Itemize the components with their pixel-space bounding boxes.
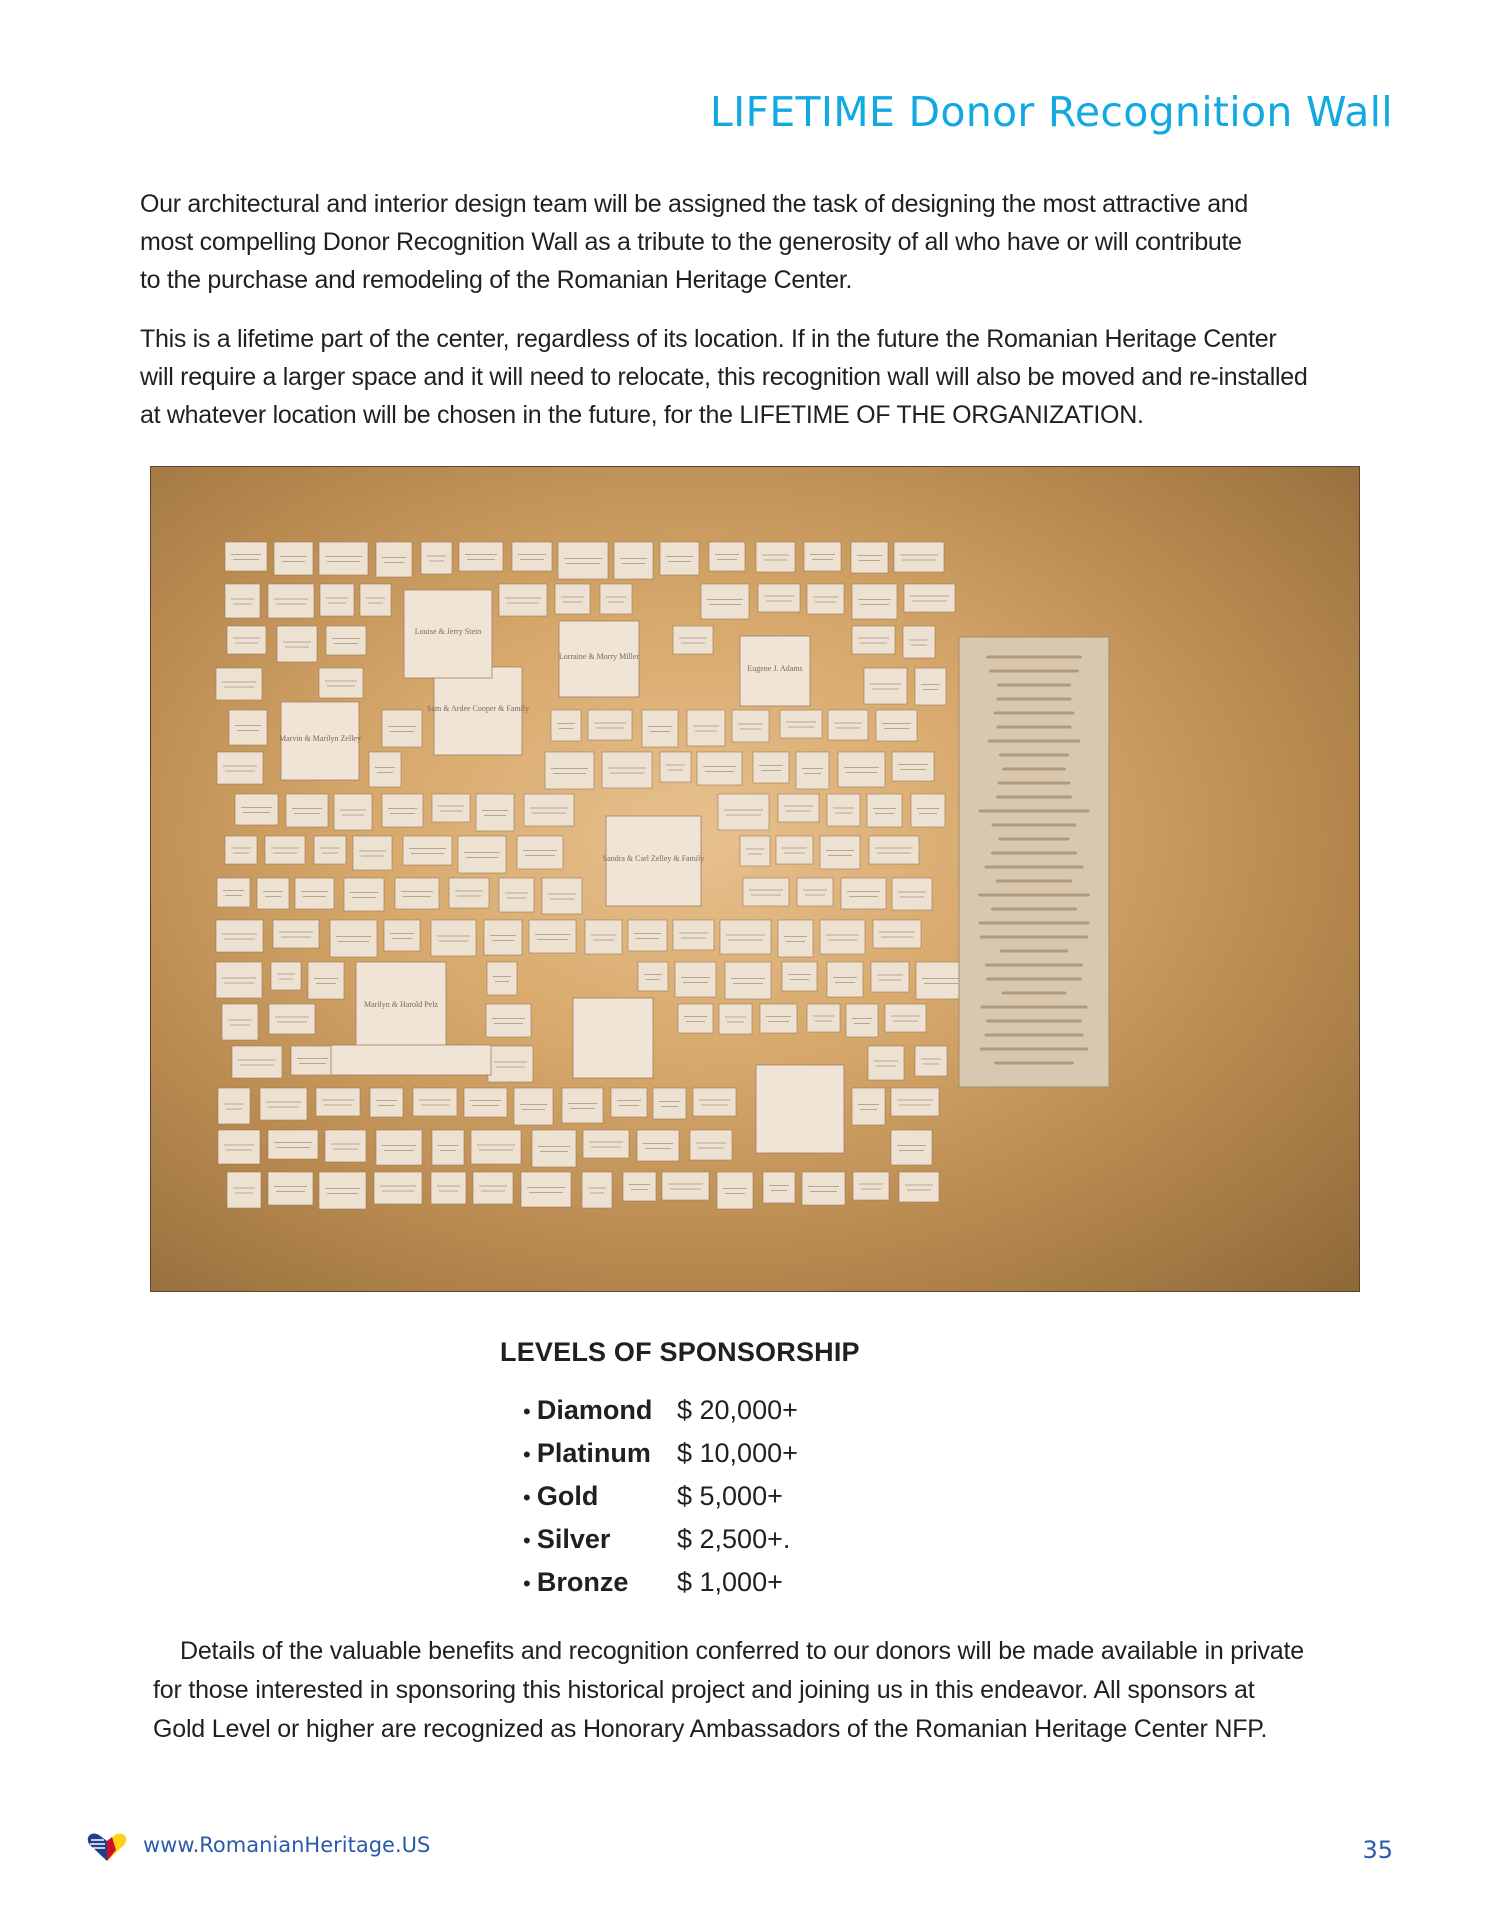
plaque-small <box>740 836 770 866</box>
plaque-small <box>271 962 301 990</box>
plaque-small <box>374 1172 422 1204</box>
plaque-small <box>602 752 652 788</box>
plaque-small <box>804 542 841 571</box>
plaque-small <box>660 542 699 575</box>
plaque-small <box>521 1172 571 1207</box>
plaque-small <box>216 962 262 998</box>
plaque-small <box>291 1046 334 1075</box>
plaque-small <box>308 962 344 999</box>
plaque-small <box>225 836 257 864</box>
plaque-small <box>891 1130 932 1165</box>
plaque-small <box>532 1130 576 1167</box>
plaque-small <box>891 1088 939 1116</box>
plaque-small <box>458 836 506 873</box>
plaque-small <box>265 836 305 864</box>
plaque-small <box>725 962 771 999</box>
plaque-small <box>720 920 771 954</box>
plaque-small <box>851 542 888 573</box>
plaque-small <box>852 1088 885 1125</box>
intro-paragraph <box>140 185 1360 299</box>
plaque-small <box>218 1088 250 1124</box>
intro-line: Our architectural and interior design team will be assigned the task of designing the most attractive and <box>140 190 1249 218</box>
plaque-small <box>319 1172 366 1209</box>
lifetime-line: will require a larger space and it will need to relocate, this recognition wall will also be moved and re-installed <box>140 363 1308 391</box>
plaque-label: Eugene J. Adams <box>747 664 803 673</box>
plaque-small <box>753 752 789 783</box>
plaque-small <box>273 920 319 948</box>
plaque-small <box>717 1172 753 1209</box>
plaque-small <box>235 794 278 825</box>
plaque-small <box>687 710 725 746</box>
plaque-small <box>662 1172 709 1200</box>
plaque-small <box>512 542 552 571</box>
plaque-small <box>558 542 608 579</box>
plaque-small <box>827 962 863 997</box>
lifetime-line: at whatever location will be chosen in the future, for the LIFETIME OF THE ORGANIZATION. <box>140 401 1144 429</box>
heart-flag-logo-icon <box>86 1832 128 1862</box>
plaque-small <box>320 584 354 616</box>
plaque-small <box>697 752 742 785</box>
plaque-small <box>217 752 263 784</box>
plaque-small <box>660 752 691 782</box>
lifetime-paragraph <box>140 320 1360 434</box>
plaque-small <box>583 1130 629 1158</box>
plaque-small <box>555 584 590 614</box>
plaque-small <box>827 794 860 826</box>
details-paragraph <box>153 1632 1304 1749</box>
plaque-small <box>807 584 844 614</box>
plaque-small <box>673 920 714 950</box>
plaque-label: Louise & Jerry Stein <box>414 627 482 636</box>
plaque-small <box>852 626 895 654</box>
plaque-small <box>449 878 489 908</box>
plaque-small <box>334 794 372 830</box>
plaque-small <box>675 962 716 997</box>
plaque-small <box>268 1130 318 1159</box>
plaque-small <box>542 878 582 914</box>
plaque-small <box>384 920 420 951</box>
plaque-small <box>797 878 833 906</box>
plaque-label: Sandra & Carl Zelley & Family <box>602 854 705 863</box>
donor-wall-photo <box>150 466 1360 1292</box>
plaque-small <box>277 626 317 662</box>
plaque-small <box>852 584 897 619</box>
plaque-small <box>820 920 865 954</box>
plaque-small <box>904 584 955 612</box>
plaque-small <box>841 878 886 909</box>
plaque-small <box>903 626 935 658</box>
plaque-small <box>820 836 860 869</box>
plaque-small <box>421 542 452 574</box>
plaque-small <box>778 920 813 957</box>
plaque-small <box>864 668 907 704</box>
plaque-small <box>517 836 563 869</box>
website-link[interactable]: www.RomanianHeritage.US <box>143 1833 431 1857</box>
plaque-wide <box>331 1045 491 1075</box>
plaque-small <box>314 836 346 864</box>
plaque-small <box>216 920 263 952</box>
plaque-small <box>828 710 868 740</box>
level-amount: $ 10,000+ <box>677 1438 798 1468</box>
plaque-small <box>582 1172 612 1208</box>
plaque-label: Lorraine & Morry Miller <box>558 652 640 661</box>
plaque-small <box>551 710 581 741</box>
plaque-small <box>719 1004 752 1034</box>
plaque-small <box>286 794 328 827</box>
plaque-small <box>701 584 749 619</box>
plaque-small <box>431 1172 466 1204</box>
level-name: • Gold <box>523 1481 598 1512</box>
plaque-small <box>222 1004 258 1040</box>
level-amount: $ 2,500+. <box>677 1524 791 1554</box>
intro-line: most compelling Donor Recognition Wall as a tribute to the generosity of all who have or will contribute <box>140 228 1242 256</box>
plaque-small <box>628 920 667 951</box>
plaque-small <box>431 920 476 956</box>
plaque-small <box>473 1172 513 1204</box>
level-name: • Platinum <box>523 1438 651 1469</box>
plaque-label: Marilyn & Harold Pelz <box>364 1000 438 1009</box>
plaque-small <box>892 752 934 781</box>
sponsorship-heading: LEVELS OF SPONSORSHIP <box>500 1337 860 1367</box>
plaque-small <box>869 836 919 864</box>
plaque-small <box>319 668 363 698</box>
level-amount: $ 20,000+ <box>677 1395 798 1425</box>
plaque-small <box>464 1088 507 1117</box>
plaque-small <box>316 1088 360 1116</box>
plaque-grid <box>216 542 966 1209</box>
plaque-small <box>360 584 391 616</box>
plaque-small <box>718 794 769 830</box>
plaque-small <box>853 1172 889 1200</box>
plaque-small <box>217 878 250 907</box>
plaque-small <box>330 920 377 957</box>
plaque-small <box>638 962 668 991</box>
plaque-small <box>260 1088 307 1120</box>
plaque-small <box>678 1004 713 1033</box>
plaque-small <box>778 794 819 822</box>
plaque-small <box>796 752 829 789</box>
plaque-label: Sam & Ardee Cooper & Family <box>427 704 529 713</box>
plaque-small <box>499 584 547 616</box>
plaque-small <box>802 1172 845 1205</box>
plaque-small <box>499 878 534 912</box>
plaque-small <box>690 1130 732 1160</box>
plaque-small <box>807 1004 840 1032</box>
plaque-small <box>325 1130 366 1162</box>
plaque-small <box>268 1172 313 1205</box>
plaque-small <box>892 878 932 910</box>
plaque-small <box>488 1046 533 1082</box>
plaque-large <box>573 998 653 1078</box>
plaque-small <box>395 878 439 909</box>
plaque-small <box>225 542 267 571</box>
plaque-small <box>432 794 470 822</box>
plaque-small <box>780 710 822 738</box>
level-name: • Diamond <box>523 1395 652 1426</box>
plaque-large <box>756 1065 844 1153</box>
plaque-small <box>911 794 945 827</box>
plaque-small <box>382 794 423 827</box>
plaque-small <box>637 1130 679 1161</box>
plaque-small <box>588 710 632 740</box>
plaque-small <box>319 542 368 575</box>
level-amount: $ 1,000+ <box>677 1567 783 1597</box>
plaque-small <box>871 962 909 992</box>
plaque-small <box>403 836 452 865</box>
details-line: Details of the valuable benefits and recognition conferred to our donors will be made available in private <box>153 1637 1304 1665</box>
plaque-small <box>693 1088 736 1116</box>
plaque-small <box>653 1088 686 1119</box>
plaque-small <box>369 752 401 787</box>
plaque-small <box>876 710 917 741</box>
plaque-small <box>873 920 921 948</box>
plaque-small <box>476 794 514 831</box>
plaque-small <box>382 710 422 747</box>
lifetime-line: This is a lifetime part of the center, regardless of its location. If in the future the Romanian Heritage Center <box>140 325 1277 353</box>
plaque-small <box>514 1088 553 1125</box>
plaque-small <box>268 584 314 618</box>
plaque-small <box>756 542 795 572</box>
plaque-small <box>227 626 266 654</box>
donor-wall-illustration <box>151 467 1359 1291</box>
page-number: 35 <box>1362 1836 1393 1864</box>
plaque-small <box>529 920 576 953</box>
plaque-small <box>867 794 902 827</box>
plaque-small <box>432 1130 464 1165</box>
plaque-small <box>838 752 885 787</box>
plaque-small <box>376 1130 422 1165</box>
plaque-small <box>868 1046 904 1080</box>
plaque-small <box>673 626 713 654</box>
plaque-small <box>614 542 653 579</box>
plaque-small <box>709 542 745 571</box>
plaque-small <box>229 710 267 745</box>
plaque-small <box>600 584 632 614</box>
plaque-small <box>486 1004 531 1037</box>
plaque-small <box>225 584 260 618</box>
plaque-small <box>274 542 313 575</box>
page-title: LIFETIME Donor Recognition Wall <box>709 88 1393 136</box>
plaque-small <box>782 962 817 991</box>
intro-line: to the purchase and remodeling of the Romanian Heritage Center. <box>140 266 853 294</box>
plaque-small <box>471 1130 521 1164</box>
plaque-small <box>232 1046 282 1078</box>
plaque-small <box>763 1172 795 1203</box>
plaque-small <box>370 1088 403 1117</box>
details-line: Gold Level or higher are recognized as Honorary Ambassadors of the Romanian Heritage Center NFP. <box>153 1715 1268 1743</box>
plaque-small <box>484 920 522 955</box>
plaque-small <box>227 1172 261 1208</box>
plaque-small <box>524 794 574 826</box>
plaque-small <box>743 878 789 906</box>
plaque-small <box>760 1004 797 1033</box>
plaque-small <box>353 836 392 870</box>
details-line: for those interested in sponsoring this historical project and joining us in this endeavor. All sponsors at <box>153 1676 1255 1704</box>
plaque-small <box>218 1130 260 1164</box>
plaque-small <box>758 584 800 612</box>
plaque-small <box>344 878 384 911</box>
plaque-small <box>611 1088 647 1117</box>
plaque-small <box>732 710 769 742</box>
plaque-small <box>846 1004 878 1037</box>
plaque-small <box>257 878 289 909</box>
plaque-small <box>216 668 262 700</box>
plaque-small <box>326 626 366 655</box>
level-name: • Silver <box>523 1524 610 1555</box>
plaque-small <box>885 1004 926 1032</box>
plaque-small <box>642 710 678 747</box>
plaque-small <box>376 542 412 577</box>
level-amount: $ 5,000+ <box>677 1481 783 1511</box>
plaque-small <box>894 542 944 572</box>
plaque-small <box>915 1046 947 1076</box>
plaque-small <box>413 1088 457 1116</box>
plaque-small <box>562 1088 603 1123</box>
level-name: • Bronze <box>523 1567 628 1598</box>
plaque-small <box>623 1172 656 1201</box>
plaque-small <box>915 668 946 705</box>
plaque-small <box>459 542 503 571</box>
plaque-small <box>487 962 517 995</box>
plaque-small <box>585 920 622 954</box>
plaque-small <box>776 836 813 864</box>
plaque-small <box>295 878 334 909</box>
plaque-small <box>545 752 594 789</box>
plaque-label: Marvin & Marilyn Zelley <box>279 734 361 743</box>
plaque-small <box>269 1004 315 1034</box>
plaque-small <box>899 1172 939 1202</box>
